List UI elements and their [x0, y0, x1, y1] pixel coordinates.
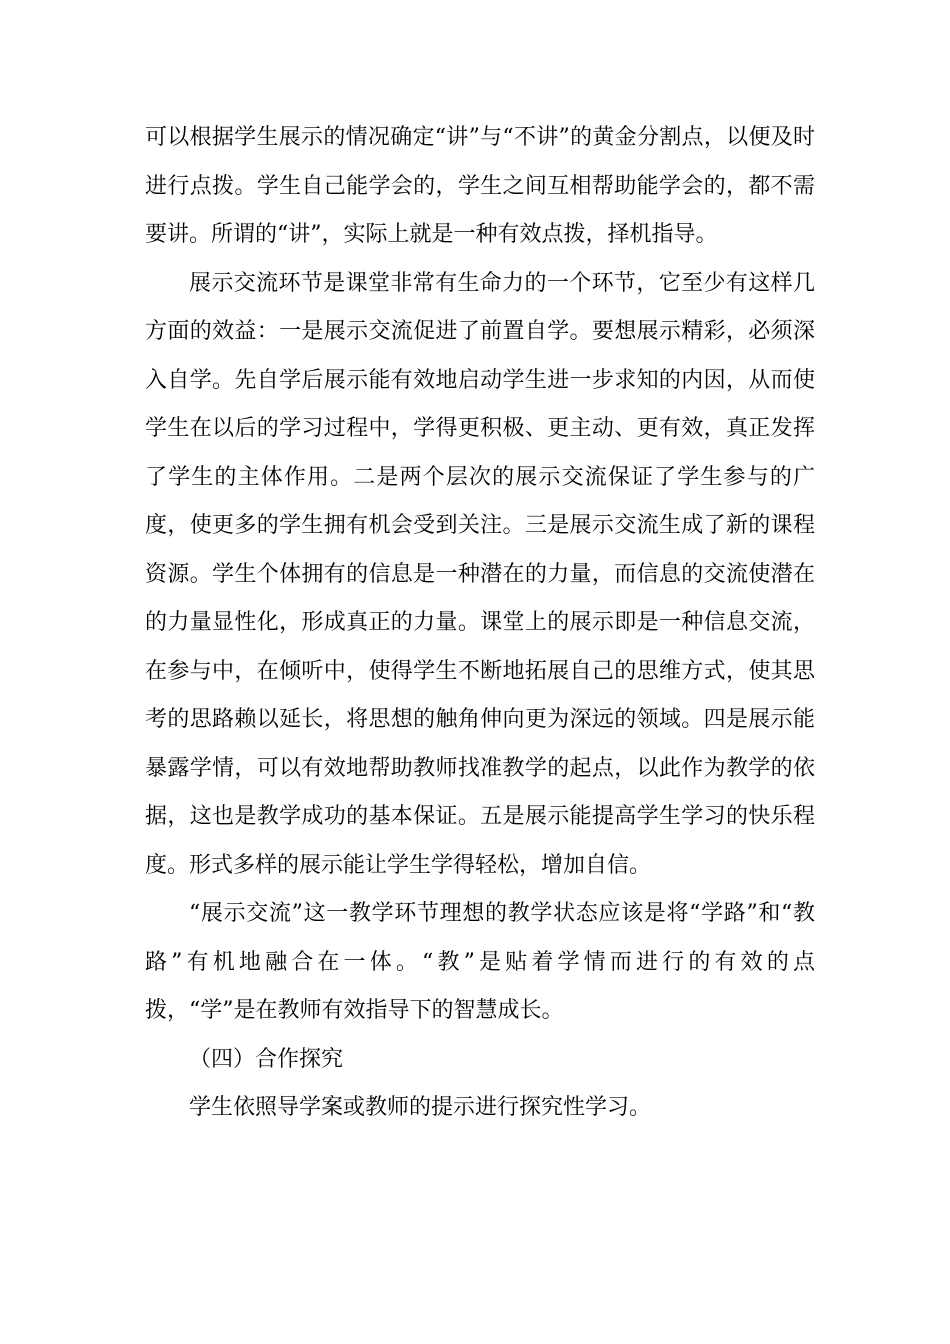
paragraph-1: 可以根据学生展示的情况确定“讲”与“不讲”的黄金分割点，以便及时进行点拨。学生自己能学会的，学生之间互相帮助能学会的，都不需要讲。所谓的“讲”，实际上就是一种有效点拨，择机指导。 [145, 125, 815, 247]
document-body [145, 114, 815, 1133]
paragraph-2: 展示交流环节是课堂非常有生命力的一个环节，它至少有这样几方面的效益：一是展示交流促进了前置自学。要想展示精彩，必须深入自学。先自学后展示能有效地启动学生进一步求知的内因，从而使学生在以后的学习过程中，学得更积极、更主动、更有效，真正发挥了学生的主体作用。二是两个层次的展示交流保证了学生参与的广度，使更多的学生拥有机会受到关注。三是展示交流生成了新的课程资源。学生个体拥有的信息是一种潜在的力量，而信息的交流使潜在的力量显性化，形成真正的力量。课堂上的展示即是一种信息交流，在参与中，在倾听中，使得学生不断地拓展自己的思维方式，使其思考的思路赖以延长，将思想的触角伸向更为深远的领域。四是展示能暴露学情，可以有效地帮助教师找准教学的起点，以此作为教学的依据，这也是教学成功的基本保证。五是展示能提高学生学习的快乐程度。形式多样的展示能让学生学得轻松，增加自信。 [145, 270, 815, 878]
section-heading: （四）合作探究 [189, 1046, 344, 1072]
paragraph-3: “展示交流”这一教学环节理想的教学状态应该是将“学路”和“教路”有机地融合在一体。“教”是贴着学情而进行的有效的点拨，“学”是在教师有效指导下的智慧成长。 [145, 901, 815, 1023]
paragraph-5: 学生依照导学案或教师的提示进行探究性学习。 [189, 1095, 652, 1120]
